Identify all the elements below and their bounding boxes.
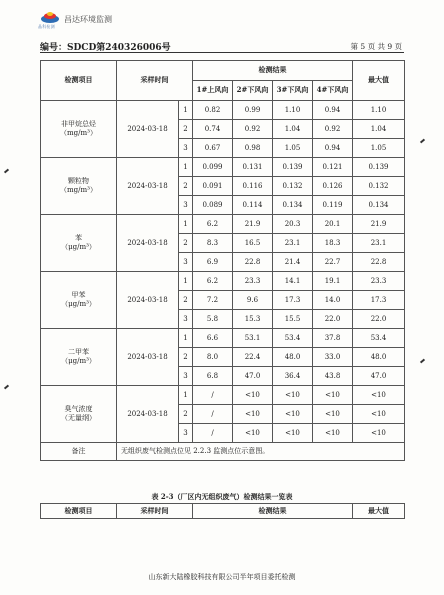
max-value: 21.9 <box>353 215 405 234</box>
max-value: 53.4 <box>353 329 405 348</box>
value-pos-2: 22.4 <box>233 348 273 367</box>
value-pos-3: 21.4 <box>273 253 313 272</box>
sample-index: 1 <box>179 215 193 234</box>
scan-mark <box>4 385 9 390</box>
value-pos-1: / <box>193 386 233 405</box>
max-value: 47.0 <box>353 367 405 386</box>
sample-index: 1 <box>179 386 193 405</box>
value-pos-4: 0.121 <box>313 158 353 177</box>
sample-index: 2 <box>179 120 193 139</box>
value-pos-4: <10 <box>313 386 353 405</box>
value-pos-3: 0.134 <box>273 196 313 215</box>
max-value: 1.05 <box>353 139 405 158</box>
value-pos-1: 6.9 <box>193 253 233 272</box>
value-pos-3: 1.05 <box>273 139 313 158</box>
item-unit: （无量纲） <box>61 414 96 422</box>
sample-index: 1 <box>179 158 193 177</box>
item-name: 二甲苯 <box>68 348 89 357</box>
col-header-item: 检测项目 <box>41 61 117 101</box>
value-pos-4: <10 <box>313 424 353 443</box>
value-pos-2: 0.114 <box>233 196 273 215</box>
table-row <box>41 272 405 291</box>
value-pos-1: 0.74 <box>193 120 233 139</box>
value-pos-4: 22.0 <box>313 310 353 329</box>
value-pos-4: 33.0 <box>313 348 353 367</box>
table-row <box>41 386 405 405</box>
item-cell <box>41 329 117 386</box>
max-value: <10 <box>353 405 405 424</box>
max-value: 17.3 <box>353 291 405 310</box>
item-name: 甲苯 <box>71 291 86 300</box>
table-2-3-header-row <box>41 504 405 519</box>
col-header-position: 2#下风向 <box>233 81 273 101</box>
value-pos-1: 8.3 <box>193 234 233 253</box>
col-header-position: 1#上风向 <box>193 81 233 101</box>
col-header-time: 采样时间 <box>117 504 193 519</box>
value-pos-3: 1.10 <box>273 101 313 120</box>
value-pos-2: 53.1 <box>233 329 273 348</box>
scan-mark <box>420 359 425 364</box>
remark-label: 备注 <box>41 443 117 461</box>
sample-index: 1 <box>179 272 193 291</box>
col-header-position: 4#下风向 <box>313 81 353 101</box>
sample-index: 3 <box>179 367 193 386</box>
scan-mark <box>4 169 9 174</box>
remark-text: 无组织废气检测点位见 2.2.3 监测点位示意图。 <box>117 443 405 461</box>
value-pos-2: 47.0 <box>233 367 273 386</box>
value-pos-3: 53.4 <box>273 329 313 348</box>
value-pos-2: <10 <box>233 405 273 424</box>
value-pos-1: 6.6 <box>193 329 233 348</box>
remark-row <box>41 443 405 461</box>
sample-index: 1 <box>179 101 193 120</box>
col-header-item: 检测项目 <box>41 504 117 519</box>
value-pos-3: <10 <box>273 405 313 424</box>
value-pos-4: 0.92 <box>313 120 353 139</box>
header-divider <box>40 52 404 53</box>
value-pos-3: 15.5 <box>273 310 313 329</box>
value-pos-2: 23.3 <box>233 272 273 291</box>
results-body <box>41 101 405 443</box>
sample-index: 3 <box>179 196 193 215</box>
max-value: 23.3 <box>353 272 405 291</box>
sample-date: 2024-03-18 <box>117 215 179 272</box>
page-footer: 山东新大陆橡胶科技有限公司半年项目委托检测 <box>148 573 296 581</box>
max-value: 0.134 <box>353 196 405 215</box>
max-value: 22.8 <box>353 253 405 272</box>
value-pos-4: 22.7 <box>313 253 353 272</box>
value-pos-3: 1.04 <box>273 120 313 139</box>
sample-date: 2024-03-18 <box>117 272 179 329</box>
value-pos-1: 0.091 <box>193 177 233 196</box>
sample-index: 2 <box>179 234 193 253</box>
value-pos-1: 0.099 <box>193 158 233 177</box>
value-pos-4: 19.1 <box>313 272 353 291</box>
item-unit: （mg/m³） <box>60 186 97 194</box>
value-pos-4: 18.3 <box>313 234 353 253</box>
value-pos-1: / <box>193 405 233 424</box>
value-pos-2: 0.99 <box>233 101 273 120</box>
table-2-3-title: 表 2-3（厂区内无组织废气）检测结果一览表 <box>151 492 293 501</box>
sample-index: 3 <box>179 139 193 158</box>
value-pos-3: 0.139 <box>273 158 313 177</box>
value-pos-3: 48.0 <box>273 348 313 367</box>
item-cell <box>41 158 117 215</box>
sample-date: 2024-03-18 <box>117 158 179 215</box>
item-unit: （mg/m³） <box>60 129 97 137</box>
value-pos-3: 17.3 <box>273 291 313 310</box>
results-table <box>40 60 405 461</box>
item-unit: （μg/m³） <box>61 243 96 251</box>
col-header-max: 最大值 <box>353 504 405 519</box>
value-pos-2: 15.3 <box>233 310 273 329</box>
header-row-1 <box>41 61 405 81</box>
max-value: 22.0 <box>353 310 405 329</box>
value-pos-1: 0.089 <box>193 196 233 215</box>
value-pos-2: <10 <box>233 386 273 405</box>
item-name: 非甲烷总烃 <box>61 120 96 129</box>
sample-index: 3 <box>179 253 193 272</box>
col-header-max: 最大值 <box>353 61 405 101</box>
value-pos-4: <10 <box>313 405 353 424</box>
max-value: 1.04 <box>353 120 405 139</box>
max-value: 1.10 <box>353 101 405 120</box>
value-pos-4: 0.126 <box>313 177 353 196</box>
item-name: 颗粒物 <box>68 177 89 186</box>
table-row <box>41 158 405 177</box>
max-value: <10 <box>353 424 405 443</box>
max-value: 23.1 <box>353 234 405 253</box>
value-pos-1: 8.0 <box>193 348 233 367</box>
col-header-position: 3#下风向 <box>273 81 313 101</box>
value-pos-2: 9.6 <box>233 291 273 310</box>
sample-index: 2 <box>179 405 193 424</box>
value-pos-1: 7.2 <box>193 291 233 310</box>
sample-date: 2024-03-18 <box>117 101 179 158</box>
max-value: 0.132 <box>353 177 405 196</box>
item-name: 苯 <box>75 234 82 243</box>
value-pos-2: 0.131 <box>233 158 273 177</box>
sample-index: 1 <box>179 329 193 348</box>
value-pos-3: 23.1 <box>273 234 313 253</box>
col-header-time: 采样时间 <box>117 61 193 101</box>
value-pos-3: <10 <box>273 424 313 443</box>
value-pos-1: 5.8 <box>193 310 233 329</box>
table-2-3 <box>40 503 405 519</box>
value-pos-4: 0.119 <box>313 196 353 215</box>
value-pos-3: <10 <box>273 386 313 405</box>
logo-caption: 晶科检测 <box>38 24 55 29</box>
max-value: 0.139 <box>353 158 405 177</box>
value-pos-1: 0.67 <box>193 139 233 158</box>
value-pos-2: 0.98 <box>233 139 273 158</box>
item-cell <box>41 215 117 272</box>
scan-mark <box>420 139 425 144</box>
report-number: 编号：SDCD第240326006号 <box>40 43 171 53</box>
sample-date: 2024-03-18 <box>117 329 179 386</box>
max-value: 48.0 <box>353 348 405 367</box>
item-cell <box>41 386 117 443</box>
table-row <box>41 101 405 120</box>
table-row <box>41 215 405 234</box>
value-pos-3: 20.3 <box>273 215 313 234</box>
value-pos-4: 0.94 <box>313 139 353 158</box>
value-pos-2: 16.5 <box>233 234 273 253</box>
sample-index: 2 <box>179 348 193 367</box>
value-pos-1: 0.82 <box>193 101 233 120</box>
value-pos-1: 6.2 <box>193 272 233 291</box>
value-pos-4: 43.8 <box>313 367 353 386</box>
value-pos-1: 6.8 <box>193 367 233 386</box>
sample-index: 2 <box>179 291 193 310</box>
col-header-results: 检测结果 <box>193 504 353 519</box>
value-pos-4: 0.94 <box>313 101 353 120</box>
value-pos-4: 20.1 <box>313 215 353 234</box>
value-pos-1: / <box>193 424 233 443</box>
table-row <box>41 329 405 348</box>
item-unit: （μg/m³） <box>61 357 96 365</box>
value-pos-2: <10 <box>233 424 273 443</box>
item-unit: （μg/m³） <box>61 300 96 308</box>
value-pos-2: 22.8 <box>233 253 273 272</box>
value-pos-4: 37.8 <box>313 329 353 348</box>
value-pos-2: 0.92 <box>233 120 273 139</box>
col-header-results: 检测结果 <box>193 61 353 81</box>
value-pos-2: 0.116 <box>233 177 273 196</box>
value-pos-1: 6.2 <box>193 215 233 234</box>
page-number: 第 5 页 共 9 页 <box>350 42 402 51</box>
company-logo-icon <box>40 10 60 24</box>
company-name: 昌达环境监测 <box>64 15 112 24</box>
value-pos-3: 14.1 <box>273 272 313 291</box>
sample-index: 2 <box>179 177 193 196</box>
sample-index: 3 <box>179 310 193 329</box>
sample-date: 2024-03-18 <box>117 386 179 443</box>
value-pos-2: 21.9 <box>233 215 273 234</box>
value-pos-3: 0.132 <box>273 177 313 196</box>
value-pos-3: 36.4 <box>273 367 313 386</box>
item-cell <box>41 101 117 158</box>
item-name: 臭气浓度 <box>64 405 93 414</box>
sample-index: 3 <box>179 424 193 443</box>
max-value: <10 <box>353 386 405 405</box>
item-cell <box>41 272 117 329</box>
value-pos-4: 14.0 <box>313 291 353 310</box>
